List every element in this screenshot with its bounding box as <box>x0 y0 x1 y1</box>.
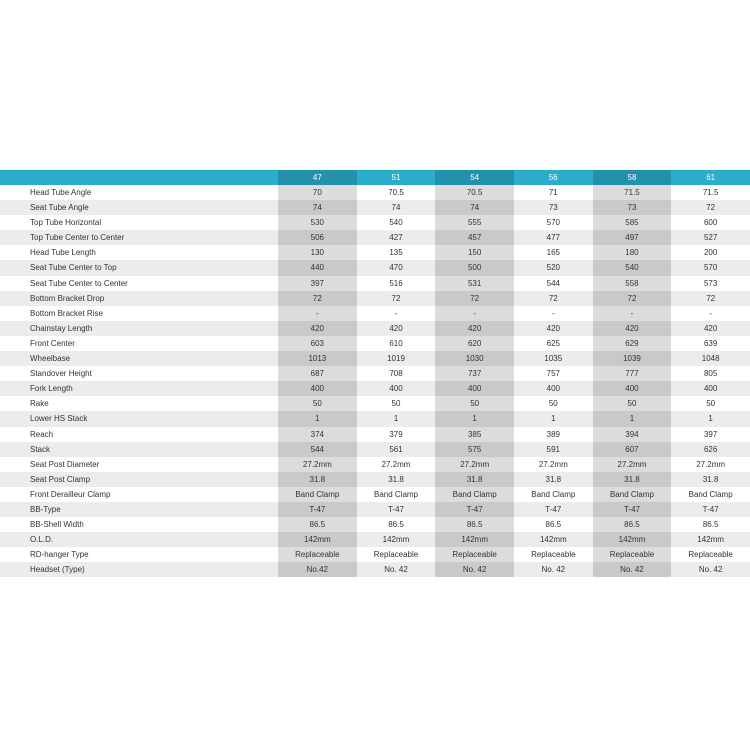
value-cell-size-56: 86.5 <box>514 517 593 532</box>
value-cell-size-56: 72 <box>514 291 593 306</box>
value-cell-size-54: 86.5 <box>435 517 514 532</box>
value-cell-size-58: 71.5 <box>593 185 672 200</box>
value-cell-size-51: 540 <box>357 215 436 230</box>
row-label: Headset (Type) <box>0 562 278 577</box>
value-cell-size-61: 626 <box>671 442 750 457</box>
row-label: Head Tube Length <box>0 245 278 260</box>
value-cell-size-51: 1019 <box>357 351 436 366</box>
value-cell-size-56: 71 <box>514 185 593 200</box>
value-cell-size-51: 470 <box>357 260 436 275</box>
value-cell-size-54: Band Clamp <box>435 487 514 502</box>
value-cell-size-56: 1035 <box>514 351 593 366</box>
table-row <box>0 427 750 442</box>
table-row <box>0 276 750 291</box>
value-cell-size-47: 530 <box>278 215 357 230</box>
value-cell-size-61: 72 <box>671 291 750 306</box>
table-row <box>0 502 750 517</box>
table-row <box>0 547 750 562</box>
value-cell-size-54: Replaceable <box>435 547 514 562</box>
value-cell-size-47: 130 <box>278 245 357 260</box>
value-cell-size-61: T-47 <box>671 502 750 517</box>
row-label: Top Tube Horizontal <box>0 215 278 230</box>
value-cell-size-58: 27.2mm <box>593 457 672 472</box>
value-cell-size-47: 440 <box>278 260 357 275</box>
value-cell-size-47: T-47 <box>278 502 357 517</box>
value-cell-size-56: 544 <box>514 276 593 291</box>
value-cell-size-56: 625 <box>514 336 593 351</box>
table-row <box>0 230 750 245</box>
value-cell-size-58: - <box>593 306 672 321</box>
value-cell-size-54: 1 <box>435 411 514 426</box>
value-cell-size-54: 70.5 <box>435 185 514 200</box>
value-cell-size-54: 150 <box>435 245 514 260</box>
row-label: BB-Shell Width <box>0 517 278 532</box>
geometry-table-body <box>0 185 750 577</box>
value-cell-size-54: 1030 <box>435 351 514 366</box>
row-label: Seat Tube Center to Center <box>0 276 278 291</box>
value-cell-size-58: 86.5 <box>593 517 672 532</box>
row-label: O.L.D. <box>0 532 278 547</box>
value-cell-size-51: 379 <box>357 427 436 442</box>
value-cell-size-51: 561 <box>357 442 436 457</box>
value-cell-size-51: 400 <box>357 381 436 396</box>
table-row <box>0 532 750 547</box>
value-cell-size-47: 400 <box>278 381 357 396</box>
value-cell-size-54: No. 42 <box>435 562 514 577</box>
table-row <box>0 487 750 502</box>
value-cell-size-51: 516 <box>357 276 436 291</box>
value-cell-size-51: 74 <box>357 200 436 215</box>
value-cell-size-61: 1 <box>671 411 750 426</box>
value-cell-size-61: 397 <box>671 427 750 442</box>
value-cell-size-56: 165 <box>514 245 593 260</box>
value-cell-size-61: 600 <box>671 215 750 230</box>
value-cell-size-61: 527 <box>671 230 750 245</box>
row-label: Bottom Bracket Drop <box>0 291 278 306</box>
value-cell-size-54: 575 <box>435 442 514 457</box>
value-cell-size-51: 31.8 <box>357 472 436 487</box>
value-cell-size-54: 457 <box>435 230 514 245</box>
value-cell-size-56: Replaceable <box>514 547 593 562</box>
value-cell-size-58: 72 <box>593 291 672 306</box>
value-cell-size-58: 394 <box>593 427 672 442</box>
value-cell-size-61: 573 <box>671 276 750 291</box>
row-label: Bottom Bracket Rise <box>0 306 278 321</box>
value-cell-size-61: 27.2mm <box>671 457 750 472</box>
value-cell-size-51: 70.5 <box>357 185 436 200</box>
table-row <box>0 381 750 396</box>
value-cell-size-47: 86.5 <box>278 517 357 532</box>
row-label: Reach <box>0 427 278 442</box>
geometry-table <box>0 170 750 577</box>
value-cell-size-51: 427 <box>357 230 436 245</box>
table-row <box>0 321 750 336</box>
value-cell-size-56: 73 <box>514 200 593 215</box>
value-cell-size-47: 506 <box>278 230 357 245</box>
row-label: Wheelbase <box>0 351 278 366</box>
row-label: Stack <box>0 442 278 457</box>
value-cell-size-47: 603 <box>278 336 357 351</box>
value-cell-size-51: 142mm <box>357 532 436 547</box>
row-label: Chainstay Length <box>0 321 278 336</box>
value-cell-size-58: 142mm <box>593 532 672 547</box>
value-cell-size-58: 420 <box>593 321 672 336</box>
value-cell-size-61: 200 <box>671 245 750 260</box>
value-cell-size-47: 142mm <box>278 532 357 547</box>
value-cell-size-58: 558 <box>593 276 672 291</box>
value-cell-size-54: - <box>435 306 514 321</box>
size-header-54: 54 <box>435 170 514 185</box>
value-cell-size-47: 50 <box>278 396 357 411</box>
value-cell-size-56: 757 <box>514 366 593 381</box>
value-cell-size-47: 374 <box>278 427 357 442</box>
size-header-61: 61 <box>671 170 750 185</box>
row-label: Seat Post Clamp <box>0 472 278 487</box>
value-cell-size-58: 1039 <box>593 351 672 366</box>
value-cell-size-47: 687 <box>278 366 357 381</box>
value-cell-size-58: 497 <box>593 230 672 245</box>
value-cell-size-47: 1 <box>278 411 357 426</box>
row-label: Fork Length <box>0 381 278 396</box>
row-label: Standover Height <box>0 366 278 381</box>
value-cell-size-61: 420 <box>671 321 750 336</box>
value-cell-size-61: 31.8 <box>671 472 750 487</box>
value-cell-size-58: 31.8 <box>593 472 672 487</box>
value-cell-size-61: 400 <box>671 381 750 396</box>
value-cell-size-58: 629 <box>593 336 672 351</box>
table-row <box>0 472 750 487</box>
value-cell-size-47: Band Clamp <box>278 487 357 502</box>
value-cell-size-54: 420 <box>435 321 514 336</box>
value-cell-size-51: 50 <box>357 396 436 411</box>
value-cell-size-51: Band Clamp <box>357 487 436 502</box>
value-cell-size-61: 71.5 <box>671 185 750 200</box>
value-cell-size-56: Band Clamp <box>514 487 593 502</box>
size-header-56: 56 <box>514 170 593 185</box>
value-cell-size-61: 570 <box>671 260 750 275</box>
value-cell-size-54: 555 <box>435 215 514 230</box>
value-cell-size-61: Band Clamp <box>671 487 750 502</box>
value-cell-size-61: 86.5 <box>671 517 750 532</box>
value-cell-size-61: 72 <box>671 200 750 215</box>
value-cell-size-47: 27.2mm <box>278 457 357 472</box>
value-cell-size-47: 72 <box>278 291 357 306</box>
value-cell-size-56: 570 <box>514 215 593 230</box>
value-cell-size-56: 477 <box>514 230 593 245</box>
value-cell-size-58: 180 <box>593 245 672 260</box>
value-cell-size-51: Replaceable <box>357 547 436 562</box>
table-row <box>0 411 750 426</box>
table-row <box>0 396 750 411</box>
value-cell-size-51: 86.5 <box>357 517 436 532</box>
value-cell-size-54: 27.2mm <box>435 457 514 472</box>
row-label: Lower HS Stack <box>0 411 278 426</box>
value-cell-size-56: 389 <box>514 427 593 442</box>
row-label: Head Tube Angle <box>0 185 278 200</box>
row-label: BB-Type <box>0 502 278 517</box>
value-cell-size-51: 27.2mm <box>357 457 436 472</box>
value-cell-size-54: T-47 <box>435 502 514 517</box>
value-cell-size-58: 1 <box>593 411 672 426</box>
value-cell-size-54: 531 <box>435 276 514 291</box>
row-label: Top Tube Center to Center <box>0 230 278 245</box>
table-row <box>0 306 750 321</box>
value-cell-size-54: 142mm <box>435 532 514 547</box>
value-cell-size-47: 1013 <box>278 351 357 366</box>
value-cell-size-56: 142mm <box>514 532 593 547</box>
value-cell-size-56: No. 42 <box>514 562 593 577</box>
table-row <box>0 185 750 200</box>
value-cell-size-61: No. 42 <box>671 562 750 577</box>
value-cell-size-51: 1 <box>357 411 436 426</box>
value-cell-size-56: - <box>514 306 593 321</box>
value-cell-size-61: 1048 <box>671 351 750 366</box>
value-cell-size-56: 400 <box>514 381 593 396</box>
value-cell-size-47: 544 <box>278 442 357 457</box>
row-label: Front Center <box>0 336 278 351</box>
value-cell-size-58: 50 <box>593 396 672 411</box>
value-cell-size-51: - <box>357 306 436 321</box>
row-label: Seat Tube Angle <box>0 200 278 215</box>
value-cell-size-54: 72 <box>435 291 514 306</box>
value-cell-size-56: 31.8 <box>514 472 593 487</box>
table-row <box>0 351 750 366</box>
value-cell-size-58: 73 <box>593 200 672 215</box>
value-cell-size-56: 591 <box>514 442 593 457</box>
table-row <box>0 442 750 457</box>
row-label: Seat Post Diameter <box>0 457 278 472</box>
value-cell-size-54: 74 <box>435 200 514 215</box>
table-row <box>0 215 750 230</box>
value-cell-size-54: 737 <box>435 366 514 381</box>
size-header-row <box>0 170 750 185</box>
value-cell-size-61: 805 <box>671 366 750 381</box>
table-row <box>0 260 750 275</box>
value-cell-size-58: 540 <box>593 260 672 275</box>
table-row <box>0 200 750 215</box>
value-cell-size-58: T-47 <box>593 502 672 517</box>
table-row <box>0 457 750 472</box>
table-row <box>0 562 750 577</box>
value-cell-size-56: 420 <box>514 321 593 336</box>
size-header-51: 51 <box>357 170 436 185</box>
value-cell-size-58: Band Clamp <box>593 487 672 502</box>
value-cell-size-58: No. 42 <box>593 562 672 577</box>
value-cell-size-47: Replaceable <box>278 547 357 562</box>
value-cell-size-47: 420 <box>278 321 357 336</box>
value-cell-size-56: 520 <box>514 260 593 275</box>
value-cell-size-61: - <box>671 306 750 321</box>
value-cell-size-47: 31.8 <box>278 472 357 487</box>
table-row <box>0 291 750 306</box>
row-label: Rake <box>0 396 278 411</box>
value-cell-size-47: 70 <box>278 185 357 200</box>
value-cell-size-51: T-47 <box>357 502 436 517</box>
value-cell-size-54: 500 <box>435 260 514 275</box>
value-cell-size-51: No. 42 <box>357 562 436 577</box>
value-cell-size-54: 50 <box>435 396 514 411</box>
value-cell-size-47: 397 <box>278 276 357 291</box>
row-label: RD-hanger Type <box>0 547 278 562</box>
value-cell-size-54: 31.8 <box>435 472 514 487</box>
value-cell-size-56: 50 <box>514 396 593 411</box>
size-header-58: 58 <box>593 170 672 185</box>
value-cell-size-56: 27.2mm <box>514 457 593 472</box>
value-cell-size-61: 142mm <box>671 532 750 547</box>
value-cell-size-47: No.42 <box>278 562 357 577</box>
value-cell-size-54: 400 <box>435 381 514 396</box>
value-cell-size-56: T-47 <box>514 502 593 517</box>
value-cell-size-47: - <box>278 306 357 321</box>
value-cell-size-58: 585 <box>593 215 672 230</box>
table-row <box>0 336 750 351</box>
table-row <box>0 517 750 532</box>
row-label: Seat Tube Center to Top <box>0 260 278 275</box>
value-cell-size-56: 1 <box>514 411 593 426</box>
value-cell-size-58: 777 <box>593 366 672 381</box>
size-header-47: 47 <box>278 170 357 185</box>
row-label: Front Derailleur Clamp <box>0 487 278 502</box>
value-cell-size-47: 74 <box>278 200 357 215</box>
value-cell-size-61: 50 <box>671 396 750 411</box>
value-cell-size-51: 420 <box>357 321 436 336</box>
value-cell-size-51: 610 <box>357 336 436 351</box>
table-row <box>0 366 750 381</box>
value-cell-size-58: Replaceable <box>593 547 672 562</box>
value-cell-size-54: 385 <box>435 427 514 442</box>
table-row <box>0 245 750 260</box>
value-cell-size-61: Replaceable <box>671 547 750 562</box>
value-cell-size-58: 400 <box>593 381 672 396</box>
value-cell-size-51: 72 <box>357 291 436 306</box>
value-cell-size-54: 620 <box>435 336 514 351</box>
header-label-cell <box>0 170 278 185</box>
value-cell-size-61: 639 <box>671 336 750 351</box>
value-cell-size-51: 708 <box>357 366 436 381</box>
value-cell-size-51: 135 <box>357 245 436 260</box>
value-cell-size-58: 607 <box>593 442 672 457</box>
